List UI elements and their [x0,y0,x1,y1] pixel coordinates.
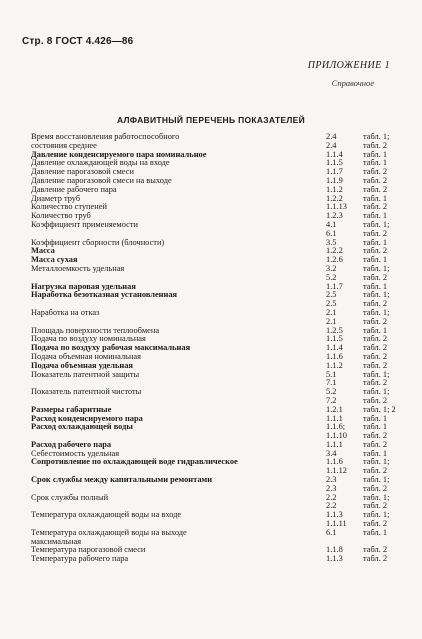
table-ref: табл. 1 [363,422,388,432]
indicator-name: Площадь поверхности теплообмена [31,325,160,335]
index-list [0,132,422,563]
indicator-name: Срок службы между капитальными ремонтами [31,475,213,485]
table-ref: табл. 2 [363,184,388,194]
section-ref: 1.1.4 [326,343,343,353]
table-ref: табл. 2 [363,466,388,476]
indicator-name: Срок службы полный [31,492,109,502]
index-row [0,493,422,502]
section-ref: 2.2 [326,492,337,502]
appendix-title: ПРИЛОЖЕНИЕ 1 [307,60,390,71]
table-ref: табл. 1; [363,492,390,502]
indicator-name: Масса сухая [31,255,78,265]
index-row [0,352,422,361]
indicator-name: Коэффициент применяемости [31,219,138,229]
index-row [0,414,422,423]
section-ref: 2.5 [326,299,337,309]
index-row [0,264,422,273]
index-row [0,484,422,493]
table-ref: табл. 1 [363,281,388,291]
table-ref: табл. 1 [363,413,388,423]
section-ref: 1.1.7 [326,167,343,177]
indicator-name: Металлоемкость удельная [31,263,125,273]
table-ref: табл. 2 [363,545,388,555]
index-row [0,238,422,247]
table-ref: табл. 1 [363,325,388,335]
document-title: АЛФАВИТНЫЙ ПЕРЕЧЕНЬ ПОКАЗАТЕЛЕЙ [116,115,306,125]
table-ref: табл. 2 [363,519,388,529]
table-ref: табл. 1; [363,510,390,520]
table-ref: табл. 1; [363,307,390,317]
section-ref: 1.2.3 [326,211,343,221]
section-ref: 1.1.5 [326,334,343,344]
index-row [0,185,422,194]
table-ref: табл. 1 [363,237,388,247]
indicator-name: Расход охлаждающей воды [31,422,133,432]
indicator-name: Подача объемная удельная [31,360,133,370]
section-ref: 2.5 [326,290,337,300]
index-row [0,528,422,537]
table-ref: табл. 1; [363,457,390,467]
index-row [0,308,422,317]
table-ref: табл. 2 [363,167,388,177]
index-row [0,220,422,229]
table-ref: табл. 2 [363,395,388,405]
section-ref: 2.4 [326,140,337,150]
indicator-name: Подача по воздуху рабочая максимальная [31,343,191,353]
index-row [0,141,422,150]
indicator-name: Коэффициент сборности (блочности) [31,237,165,247]
section-ref: 2.1 [326,316,337,326]
table-ref: табл. 1 [363,527,388,537]
indicator-name: Температура охлаждающей воды на выходе [31,527,187,537]
indicator-name: Давление рабочего пара [31,184,117,194]
indicator-name: Количество труб [31,211,91,221]
table-ref: табл. 1 [363,211,388,221]
table-ref: табл. 2 [363,334,388,344]
index-row [0,194,422,203]
table-ref: табл. 2 [363,175,388,185]
table-ref: табл. 2 [363,228,388,238]
indicator-name: Показатель патентной чистоты [31,387,142,397]
section-ref: 1.1.5 [326,158,343,168]
index-row [0,387,422,396]
indicator-name: Расход рабочего пара [31,439,112,449]
table-ref: табл. 1; [363,263,390,273]
section-ref: 1.2.6 [326,255,343,265]
table-ref: табл. 2 [363,554,388,564]
table-ref: табл. 2 [363,378,388,388]
section-ref: 1.1.11 [326,519,347,529]
indicator-name: Сопротивление по охлаждающей воде гидравлическое [31,457,238,467]
indicator-name: Размеры габаритные [31,404,112,414]
table-ref: табл. 2 [363,272,388,282]
table-ref: табл. 2 [363,431,388,441]
index-row [0,475,422,484]
indicator-name: Нагрузка паровая удельная [31,281,136,291]
section-ref: 1.1.2 [326,360,343,370]
indicator-name: Количество ступеней [31,202,107,212]
section-ref: 1.1.13 [326,202,347,212]
section-ref: 1.2.1 [326,404,343,414]
indicator-name: Показатель патентной защиты [31,369,140,379]
table-ref: табл. 1; 2 [363,404,396,414]
table-ref: табл. 1; [363,219,390,229]
index-row [0,132,422,141]
index-row [0,273,422,282]
section-ref: 2.4 [326,132,337,141]
table-ref: табл. 2 [363,351,388,361]
section-ref: 3.4 [326,448,337,458]
section-ref: 1.1.6; [326,422,346,432]
table-ref: табл. 1 [363,158,388,168]
index-row [0,326,422,335]
index-row [0,150,422,159]
index-row [0,440,422,449]
index-row [0,167,422,176]
section-ref: 1.1.1 [326,439,343,449]
section-ref: 1.1.2 [326,184,343,194]
section-ref: 1.1.7 [326,281,343,291]
index-row [0,510,422,519]
table-ref: табл. 2 [363,246,388,256]
section-ref: 3.5 [326,237,337,247]
index-row [0,202,422,211]
index-row [0,361,422,370]
section-ref: 5.2 [326,272,337,282]
section-ref: 6.1 [326,228,337,238]
table-ref: табл. 1; [363,475,390,485]
section-ref: 1.1.1 [326,413,343,423]
index-row [0,246,422,255]
index-row [0,405,422,414]
index-row [0,290,422,299]
index-row [0,334,422,343]
indicator-name: максимальная [31,536,82,546]
section-ref: 1.1.8 [326,545,343,555]
index-row [0,519,422,528]
index-row [0,378,422,387]
index-row [0,229,422,238]
section-ref: 6.1 [326,527,337,537]
table-ref: табл. 2 [363,343,388,353]
page-header: Стр. 8 ГОСТ 4.426—86 [22,36,134,47]
table-ref: табл. 1; [363,290,390,300]
index-row [0,282,422,291]
index-row [0,255,422,264]
appendix-note: Справочное [331,78,374,88]
table-ref: табл. 2 [363,439,388,449]
indicator-name: Давление парогазовой смеси [31,167,134,177]
table-ref: табл. 2 [363,202,388,212]
index-row [0,554,422,563]
table-ref: табл. 2 [363,140,388,150]
indicator-name: Давление парогазовой смеси на выходе [31,175,172,185]
indicator-name: Наработка на отказ [31,307,100,317]
indicator-name: Давление конденсируемого пара номинальное [31,149,207,159]
table-ref: табл. 1; [363,369,390,379]
section-ref: 1.1.6 [326,457,343,467]
indicator-name: состояния среднее [31,140,97,150]
table-ref: табл. 1 [363,448,388,458]
index-row [0,501,422,510]
index-row [0,466,422,475]
section-ref: 1.1.9 [326,175,343,185]
index-row [0,211,422,220]
section-ref: 1.2.5 [326,325,343,335]
section-ref: 5.2 [326,387,337,397]
table-ref: табл. 2 [363,483,388,493]
indicator-name: Температура охлаждающей воды на входе [31,510,182,520]
table-ref: табл. 2 [363,360,388,370]
section-ref: 1.1.3 [326,554,343,564]
index-row [0,299,422,308]
indicator-name: Подача по воздуху номинальная [31,334,146,344]
index-row [0,396,422,405]
indicator-name: Расход конденсируемого пара [31,413,143,423]
table-ref: табл. 1; [363,387,390,397]
indicator-name: Себестоимость удельная [31,448,120,458]
section-ref: 2.3 [326,475,337,485]
index-row [0,449,422,458]
index-row [0,176,422,185]
table-ref: табл. 2 [363,501,388,511]
table-ref: табл. 1 [363,255,388,265]
indicator-name: Диаметр труб [31,193,81,203]
indicator-name: Время восстановления работоспособного [31,132,180,141]
section-ref: 7.2 [326,395,337,405]
index-row [0,343,422,352]
section-ref: 4.1 [326,219,337,229]
index-row [0,422,422,431]
indicator-name: Температура рабочего пара [31,554,129,564]
table-ref: табл. 2 [363,299,388,309]
section-ref: 7.1 [326,378,337,388]
section-ref: 1.1.12 [326,466,347,476]
index-row [0,317,422,326]
section-ref: 2.3 [326,483,337,493]
table-ref: табл. 1; [363,132,390,141]
section-ref: 1.1.10 [326,431,347,441]
section-ref: 3.2 [326,263,337,273]
index-row [0,537,422,546]
section-ref: 2.2 [326,501,337,511]
section-ref: 1.2.2 [326,193,343,203]
indicator-name: Масса [31,246,55,256]
section-ref: 2.1 [326,307,337,317]
section-ref: 1.1.6 [326,351,343,361]
section-ref: 1.2.2 [326,246,343,256]
index-row [0,370,422,379]
index-row [0,457,422,466]
section-ref: 5.1 [326,369,337,379]
indicator-name: Наработка безотказная установленная [31,290,178,300]
index-row [0,545,422,554]
section-ref: 1.1.4 [326,149,343,159]
table-ref: табл. 1 [363,149,388,159]
table-ref: табл. 1 [363,193,388,203]
indicator-name: Температура парогазовой смеси [31,545,146,555]
table-ref: табл. 2 [363,316,388,326]
section-ref: 1.1.3 [326,510,343,520]
indicator-name: Подача объемная номинальная [31,351,142,361]
indicator-name: Давление охлаждающей воды на входе [31,158,170,168]
index-row [0,431,422,440]
index-row [0,158,422,167]
